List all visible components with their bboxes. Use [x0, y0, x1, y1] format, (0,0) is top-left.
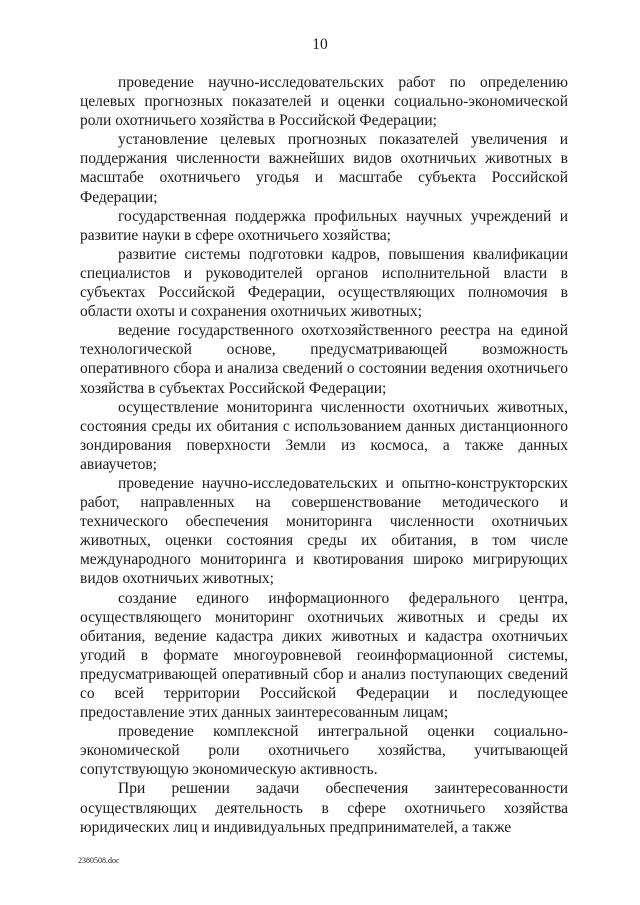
paragraph-information-center: создание единого информационного федерального центра, осуществляющего мониторинг охотничьих животных и среды их обитания, ведение кадастра диких животных и кадастра охотничьих угодий в формате многоуровневой геоинформационной системы, предусматривающей оперативный сбор и анализ поступающих сведений со всей территории Российской Федерации и последующее предоставление этих данных заинтересованным лицам; [80, 589, 568, 722]
paragraph-state-registry: ведение государственного охотхозяйственного реестра на единой технологической основе, предусматривающей возможность оперативного сбора и анализа сведений о состоянии ведения охотничьего хозяйства в субъектах Российской Федерации; [80, 322, 568, 397]
paragraph-interest-task: При решении задачи обеспечения заинтересованности осуществляющих деятельность в сфере охотничьего хозяйства юридических лиц и индивидуальных предпринимателей, а также [80, 780, 568, 836]
paragraph-state-support-science: государственная поддержка профильных научных учреждений и развитие науки в сфере охотничьего хозяйства; [80, 207, 568, 244]
paragraph-research-target-indicators: проведение научно-исследовательских работ по определению целевых прогнозных показателей и оценки социально-экономической роли охотничьего хозяйства в Российской Федерации; [80, 74, 568, 130]
paragraph-research-development: проведение научно-исследовательских и опытно-конструкторских работ, направленных на совершенствование методического и технического обеспечения мониторинга численности охотничьих животных, оценки состояния среды их обитания, в том числе международного мониторинга и квотирования широко мигрирующих видов охотничьих животных; [80, 474, 568, 588]
document-body [80, 73, 568, 837]
paragraph-target-indicators: установление целевых прогнозных показателей увеличения и поддержания численности важнейших видов охотничьих животных в масштабе охотничьего угодья и масштабе субъекта Российской Федерации; [80, 131, 568, 206]
page-number: 10 [312, 36, 328, 53]
paragraph-personnel-training: развитие системы подготовки кадров, повышения квалификации специалистов и руководителей органов исполнительной власти в субъектах Российской Федерации, осуществляющих полномочия в области охоты и сохранения охотничьих животных; [80, 245, 568, 321]
paragraph-monitoring: осуществление мониторинга численности охотничьих животных, состояния среды их обитания с использованием данных дистанционного зондирования поверхности Земли из космоса, а также данных авиаучетов; [80, 398, 568, 473]
document-file-code: 2380508.doc [78, 856, 120, 865]
paragraph-integral-assessment: проведение комплексной интегральной оценки социально-экономической роли охотничьего хозяйства, учитывающей сопутствующую экономическую активность. [80, 723, 568, 779]
